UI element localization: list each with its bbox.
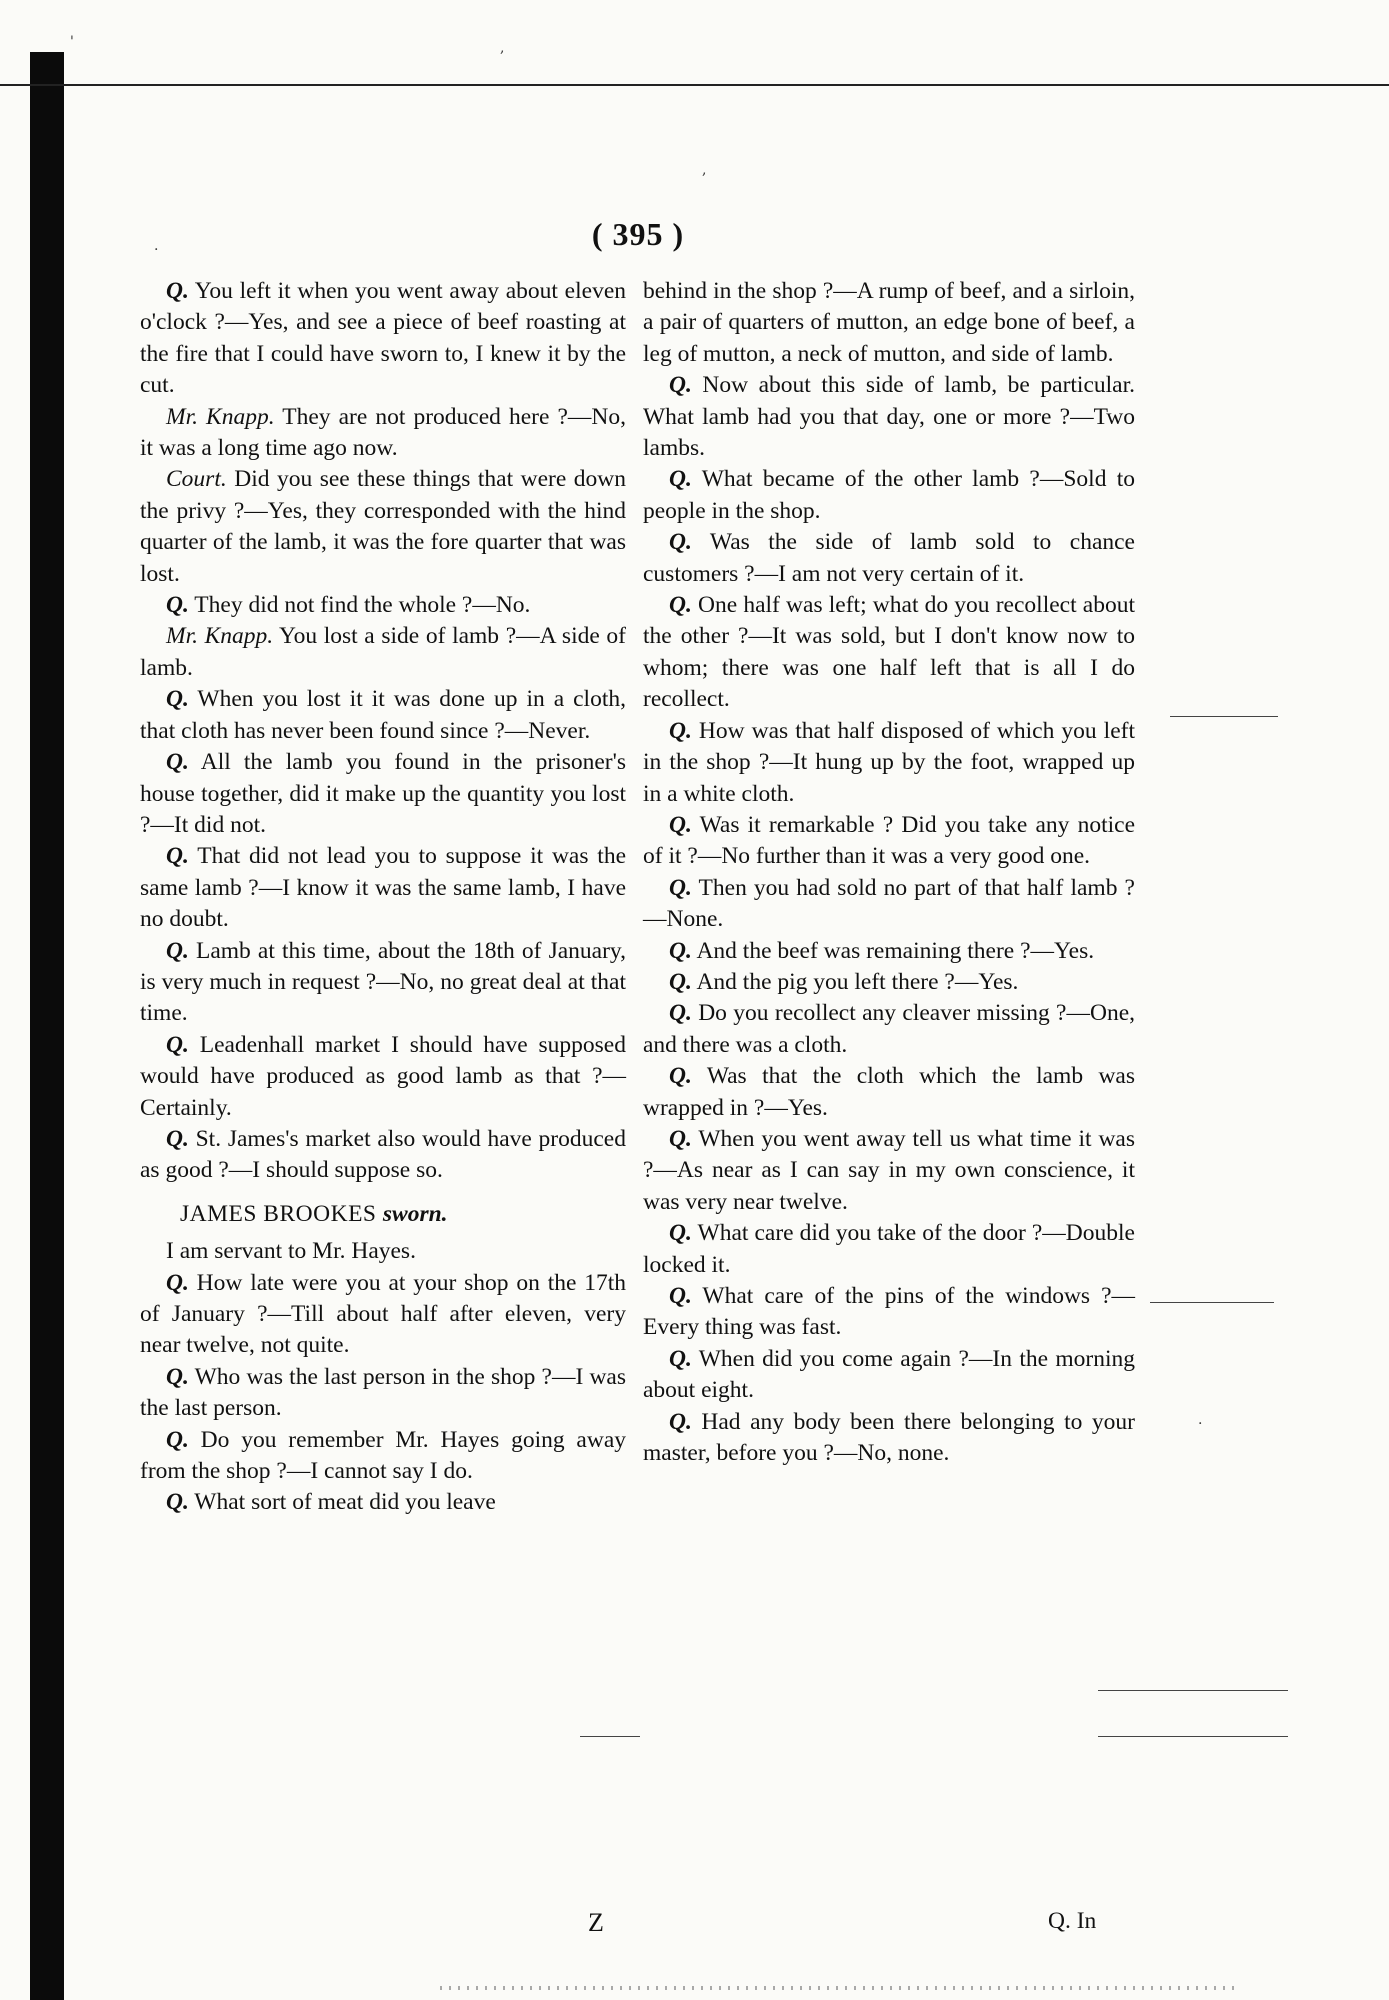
question-mark-q: Q.: [669, 1063, 692, 1090]
paragraph-text: Was that the cloth which the lamb was wrapped in ?—Yes.: [643, 1063, 1135, 1121]
question-mark-q: Q.: [166, 686, 189, 713]
question-mark-q: Q.: [669, 1220, 692, 1247]
page-number: ( 395 ): [591, 216, 685, 252]
paragraph-text: How was that half disposed of which you left in the shop ?—It hung up by the foot, wrapped up in a white cloth.: [643, 717, 1135, 807]
left-column-testimony: [140, 276, 626, 1187]
paragraph-text: How late were you at your shop on the 17th of January ?—Till about half after eleven, very near twelve, not quite.: [140, 1269, 626, 1359]
paragraph-text: behind in the shop ?—A rump of beef, and a sirloin, a pair of quarters of mutton, an edge bone of beef, a leg of mutton, a neck of mutton, and side of lamb.: [643, 278, 1135, 367]
testimony-paragraph: [140, 1124, 626, 1187]
binding-edge: [30, 52, 64, 2000]
margin-rule: [580, 1736, 640, 1737]
paragraph-text: They are not produced here ?—No, it was a long time ago now.: [140, 403, 626, 462]
testimony-paragraph: [643, 1344, 1135, 1407]
paragraph-text: Then you had sold no part of that half lamb ?—None.: [643, 874, 1135, 933]
question-mark-q: Q.: [166, 1125, 189, 1152]
testimony-paragraph: [140, 276, 626, 402]
paragraph-text: That did not lead you to suppose it was the same lamb ?—I know it was the same lamb, I have no doubt.: [140, 843, 626, 933]
ink-speck: .: [154, 238, 159, 254]
margin-rule: [1098, 1736, 1288, 1737]
left-column-testimony-continued: [140, 1236, 626, 1519]
question-mark-q: Q.: [669, 592, 692, 619]
speaker-name: Mr. Knapp.: [166, 623, 274, 650]
testimony-paragraph: [643, 464, 1135, 527]
margin-rule: [1150, 1302, 1274, 1303]
testimony-paragraph: [643, 873, 1135, 936]
testimony-paragraph: [140, 590, 626, 621]
testimony-paragraph: [643, 967, 1135, 998]
signature-mark: Z: [588, 1908, 604, 1937]
testimony-paragraph: [140, 464, 626, 590]
question-mark-q: Q.: [669, 968, 692, 995]
paragraph-text: What care did you take of the door ?—Double locked it.: [643, 1220, 1135, 1278]
paragraph-text: When you went away tell us what time it was ?—As near as I can say in my own conscience, it was very near twelve.: [643, 1125, 1135, 1215]
witness-heading: [140, 1199, 626, 1230]
ink-speck: ,: [500, 40, 505, 56]
paragraph-text: You left it when you went away about eleven o'clock ?—Yes, and see a piece of beef roasting at the fire that I could have sworn to, I knew it by the cut.: [140, 278, 626, 399]
paragraph-text: When you lost it it was done up in a cloth, that cloth has never been found since ?—Never.: [140, 686, 626, 744]
testimony-paragraph: [643, 998, 1135, 1061]
testimony-paragraph: [643, 1061, 1135, 1124]
margin-rule: [1098, 1690, 1288, 1691]
paragraph-text: You lost a side of lamb ?—A side of lamb.: [140, 623, 626, 681]
question-mark-q: Q.: [166, 843, 189, 870]
question-mark-q: Q.: [166, 1269, 189, 1296]
paragraph-text: Who was the last person in the shop ?—I was the last person.: [140, 1363, 626, 1422]
question-mark-q: Q.: [669, 372, 692, 399]
paragraph-text: Was the side of lamb sold to chance customers ?—I am not very certain of it.: [643, 529, 1135, 587]
question-mark-q: Q.: [669, 874, 692, 901]
testimony-paragraph: [643, 810, 1135, 873]
speaker-name: Mr. Knapp.: [166, 403, 275, 430]
paragraph-text: Had any body been there belonging to your master, before you ?—No, none.: [643, 1408, 1135, 1467]
testimony-paragraph: [140, 841, 626, 935]
right-column: [643, 276, 1135, 1469]
paragraph-text: They did not find the whole ?—No.: [188, 592, 531, 619]
paragraph-text: One half was left; what do you recollect about the other ?—It was sold, but I don't know now to whom; there was one half left that is all I do recollect.: [643, 592, 1135, 713]
question-mark-q: Q.: [166, 1426, 189, 1453]
witness-name: JAMES BROOKES: [180, 1200, 377, 1227]
question-mark-q: Q.: [669, 1000, 692, 1027]
page-top-rule: [0, 84, 1389, 86]
left-column: [140, 276, 626, 1519]
paragraph-text: Did you see these things that were down the privy ?—Yes, they corresponded with the hind quarter of the lamb, it was the fore quarter that was lost.: [140, 466, 626, 587]
paragraph-text: All the lamb you found in the prisoner's house together, did it make up the quantity you lost ?—It did not.: [140, 749, 626, 838]
question-mark-q: Q.: [166, 937, 189, 964]
print-noise: [440, 1986, 1240, 1990]
ink-speck: ': [70, 34, 74, 50]
speaker-name: Court.: [166, 466, 227, 493]
witness-status: sworn.: [382, 1200, 448, 1227]
paragraph-text: Lamb at this time, about the 18th of January, is very much in request ?—No, no great deal at that time.: [140, 937, 626, 1027]
paragraph-text: Was it remarkable ? Did you take any notice of it ?—No further than it was a very good one.: [643, 811, 1135, 870]
testimony-paragraph: [643, 936, 1135, 967]
question-mark-q: Q.: [669, 1125, 692, 1152]
paragraph-text: And the pig you left there ?—Yes.: [691, 968, 1019, 995]
testimony-paragraph: [140, 1268, 626, 1362]
ink-speck: ,: [702, 162, 707, 178]
paragraph-text: Leadenhall market I should have supposed would have produced as good lamb as that ?—Certainly.: [140, 1031, 626, 1121]
question-mark-q: Q.: [669, 937, 692, 964]
testimony-paragraph: [643, 527, 1135, 590]
testimony-paragraph: [643, 370, 1135, 464]
question-mark-q: Q.: [166, 749, 189, 776]
question-mark-q: Q.: [669, 1283, 692, 1309]
testimony-paragraph: [140, 1362, 626, 1425]
ink-speck: .: [1198, 1412, 1203, 1428]
testimony-paragraph: [643, 276, 1135, 370]
testimony-paragraph: [140, 621, 626, 684]
testimony-paragraph: [140, 1425, 626, 1488]
right-column-testimony: [643, 276, 1135, 1469]
testimony-paragraph: [643, 1124, 1135, 1218]
question-mark-q: Q.: [166, 1363, 189, 1390]
question-mark-q: Q.: [669, 811, 692, 838]
testimony-paragraph: [643, 1281, 1135, 1344]
paragraph-text: Do you remember Mr. Hayes going away from the shop ?—I cannot say I do.: [140, 1426, 626, 1485]
question-mark-q: Q.: [669, 529, 692, 556]
question-mark-q: Q.: [669, 717, 692, 744]
testimony-paragraph: [140, 402, 626, 465]
testimony-paragraph: [140, 1487, 626, 1518]
paragraph-text: What sort of meat did you leave: [188, 1489, 496, 1516]
testimony-paragraph: [140, 1236, 626, 1267]
paragraph-text: What care of the pins of the windows ?—Every thing was fast.: [643, 1283, 1135, 1341]
paragraph-text: Do you recollect any cleaver missing ?—One, and there was a cloth.: [643, 1000, 1135, 1058]
paragraph-text: What became of the other lamb ?—Sold to people in the shop.: [643, 466, 1135, 524]
testimony-paragraph: [643, 590, 1135, 716]
paragraph-text: When did you come again ?—In the morning about eight.: [643, 1345, 1135, 1404]
paragraph-text: Now about this side of lamb, be particular. What lamb had you that day, one or more ?—Two lambs.: [643, 372, 1135, 462]
catchword: Q. In: [1048, 1908, 1097, 1934]
testimony-paragraph: [140, 936, 626, 1030]
question-mark-q: Q.: [166, 1489, 189, 1516]
margin-rule: [1170, 716, 1278, 717]
paragraph-text: And the beef was remaining there ?—Yes.: [691, 937, 1095, 964]
question-mark-q: Q.: [669, 1345, 692, 1372]
paragraph-text: I am servant to Mr. Hayes.: [166, 1238, 416, 1265]
testimony-paragraph: [140, 1030, 626, 1124]
testimony-paragraph: [643, 716, 1135, 810]
question-mark-q: Q.: [669, 1408, 692, 1435]
testimony-paragraph: [140, 747, 626, 841]
testimony-paragraph: [643, 1218, 1135, 1281]
testimony-paragraph: [643, 1407, 1135, 1470]
question-mark-q: Q.: [166, 592, 189, 619]
question-mark-q: Q.: [166, 1031, 189, 1058]
question-mark-q: Q.: [166, 278, 189, 304]
testimony-paragraph: [140, 684, 626, 747]
paragraph-text: St. James's market also would have produced as good ?—I should suppose so.: [140, 1125, 626, 1184]
question-mark-q: Q.: [669, 466, 692, 493]
